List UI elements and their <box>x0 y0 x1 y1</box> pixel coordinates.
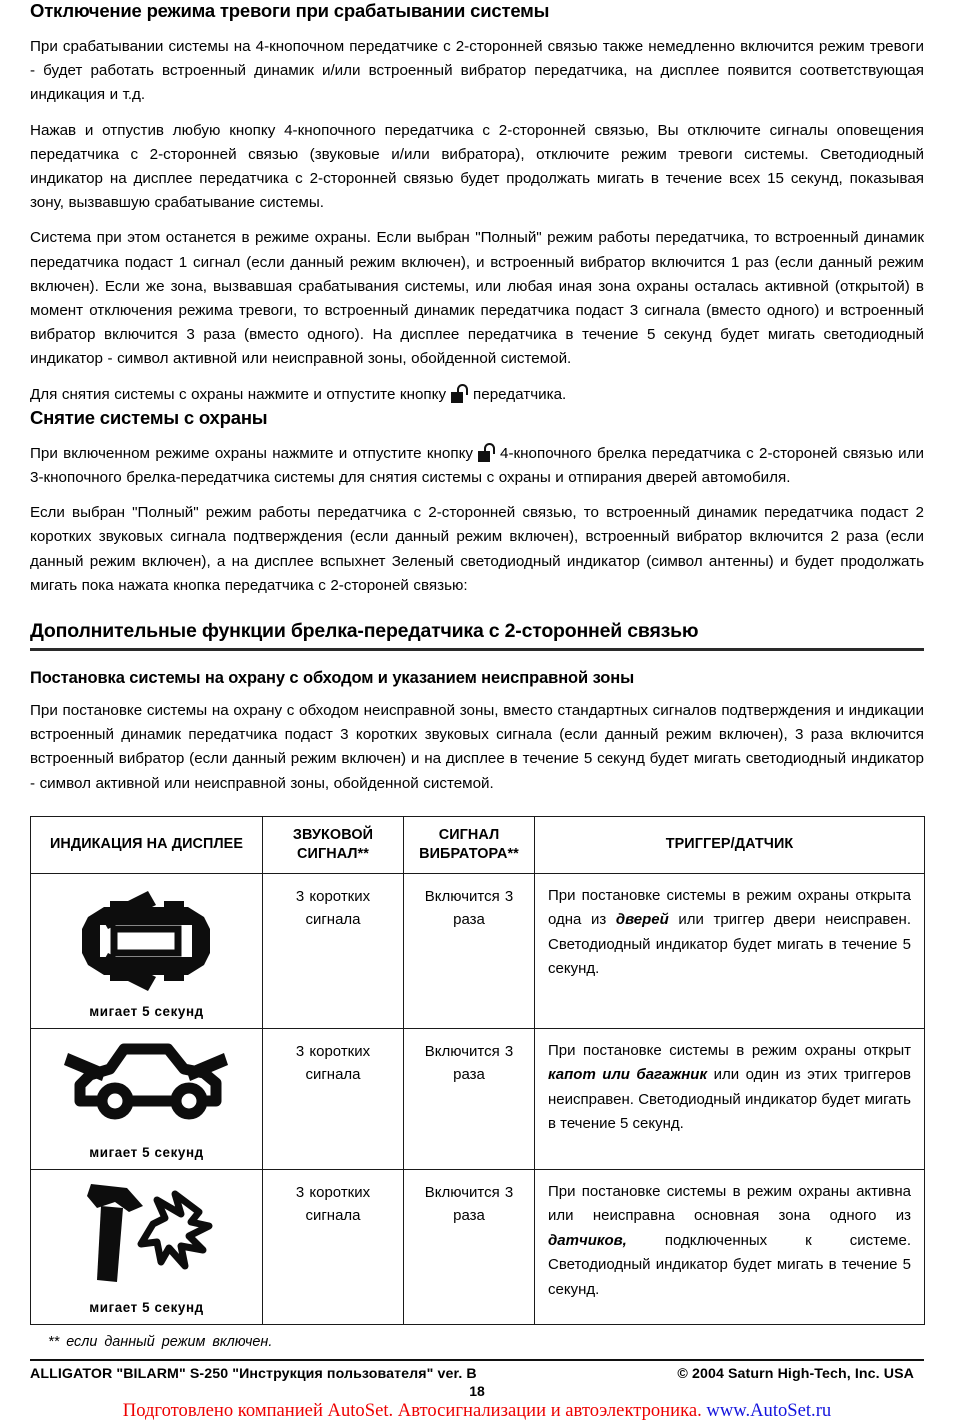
autoset-credit-text: Подготовлено компанией AutoSet. Автосигнализации и автоэлектроника. <box>122 1399 707 1421</box>
unlock-padlock-icon <box>478 443 495 462</box>
blink-label: мигает 5 секунд <box>89 1144 204 1160</box>
desc-post: или триггер двери неисправен. Светодиодный индикатор будет мигать в течение 5 секунд. <box>548 911 912 978</box>
disarm-hint-text-after: передатчика. <box>473 385 567 403</box>
paragraph-alarm-off-3: Система при этом останется в режиме охраны. Если выбран "Полный" режим работы передатчика, то встроенный динамик передатчика подаст 1 сигнал (если данный режим включен), и встроенный вибратор включится 1 раз (если данный режим включен). Если же зона, вызвавшая срабатывания системы, или любая иная зона охраны осталась активной (открытой) в момент отключения режима тревоги, то встроенный динамик передатчика подаст 3 сигнала (вместо одного) и встроенный вибратор включится 3 раза (вместо одного). На дисплее передатчика в течение 5 секунд будет мигать светодиодный индикатор - символ активной или неисправной зоны, обойденной системой. <box>30 229 924 368</box>
table-header-vibration: СИГНАЛ ВИБРАТОРА** <box>404 816 535 873</box>
paragraph-alarm-off-2: Нажав и отпустив любую кнопку 4-кнопочного передатчика с 2-сторонней связью, Вы отключите сигналы оповещения передатчика с 2-сторонней связью (звуковые и/или вибратора), отключите режим тревоги системы. Светодиодный индикатор на дисплее передатчика с 2-сторонней связью будет продолжать мигать в течение всех 15 секунд, показывая зону, вызвавшую срабатывание системы. <box>30 121 924 212</box>
sound-cell: 3 коротких сигнала <box>263 1169 404 1324</box>
description-cell <box>535 873 925 1028</box>
paragraph-alarm-off-1: При срабатывании системы на 4-кнопочном передатчике с 2-сторонней связью также немедленно включится режим тревоги - будет работать встроенный динамик и/или встроенный вибратор передатчика, на дисплее появится соответствующая индикация и т.д. <box>30 38 924 104</box>
footer <box>30 1361 924 1382</box>
autoset-url-link[interactable]: www.AutoSet.ru <box>706 1399 832 1421</box>
autoset-credit-line <box>30 1399 924 1422</box>
disarm-hint-text-before: Для снятия системы с охраны нажмите и отпустите кнопку <box>30 385 447 403</box>
banner-heading-extra-functions: Дополнительные функции брелка-передатчика с 2-сторонней связью <box>30 620 924 651</box>
desc-post: подключенных к системе. Светодиодный индикатор будет мигать в течение 5 секунд. <box>548 1231 911 1298</box>
icon-cell-shock-sensor <box>31 1169 263 1324</box>
icon-holder <box>35 1037 258 1141</box>
sound-cell: 3 коротких сигнала <box>263 1028 404 1169</box>
desc-pre: При постановке системы в режим охраны открыта одна из <box>548 886 911 929</box>
table-header-trigger: ТРИГГЕР/ДАТЧИК <box>535 816 925 873</box>
footer-left-text: ALLIGATOR "BILARM" S-250 "Инструкция пользователя" ver. B <box>30 1365 477 1382</box>
desc-pre: При постановке системы в режим охраны открыт <box>548 1041 911 1059</box>
table-header-row <box>31 816 925 873</box>
icon-holder <box>35 882 258 1000</box>
unlock-padlock-icon <box>451 384 468 403</box>
disarm-text-after: 4-кнопочного брелка передатчика с 2-стороней связью или 3-кнопочного брелка-передатчика системы для снятия системы с охраны и отпирания дверей автомобиля. <box>30 444 924 487</box>
sub-heading-bypass: Постановка системы на охрану с обходом и указанием неисправной зоны <box>30 669 635 688</box>
desc-pre: При постановке системы в режим охраны активна или неисправна основная зона одного из <box>548 1182 911 1225</box>
icon-cell-hood-trunk <box>31 1028 263 1169</box>
description-cell <box>535 1169 925 1324</box>
vibration-cell: Включится 3 раза <box>404 1028 535 1169</box>
vibration-cell: Включится 3 раза <box>404 873 535 1028</box>
hammer-shock-sensor-icon <box>57 1178 237 1296</box>
banner-heading-wrap <box>30 598 924 651</box>
section-heading-alarm-off: Отключение режима тревоги при срабатывании системы <box>30 0 550 21</box>
description-cell <box>535 1028 925 1169</box>
blink-label: мигает 5 секунд <box>89 1003 204 1019</box>
table-row <box>31 1169 925 1324</box>
desc-post: или один из этих триггеров неисправен. Светодиодный индикатор будет мигать в течение 5 секунд. <box>548 1066 911 1133</box>
indication-table <box>30 816 925 1325</box>
table-row <box>31 873 925 1028</box>
paragraph-alarm-off-disarm-hint <box>30 372 924 407</box>
paragraph-disarm-1 <box>30 429 924 490</box>
icon-cell-doors <box>31 873 263 1028</box>
table-row <box>31 1028 925 1169</box>
section-heading-disarm: Снятие системы с охраны <box>30 406 268 428</box>
table-header-sound: ЗВУКОВОЙ СИГНАЛ** <box>263 816 404 873</box>
page-number: 18 <box>469 1382 485 1399</box>
table-footnote: ** если данный режим включен. <box>48 1333 273 1350</box>
desc-bold: капот или багажник <box>548 1066 708 1084</box>
footer-copyright: © 2004 Saturn High-Tech, Inc. USA <box>677 1365 914 1382</box>
vibration-cell: Включится 3 раза <box>404 1169 535 1324</box>
table-header-display: ИНДИКАЦИЯ НА ДИСПЛЕЕ <box>31 816 263 873</box>
desc-bold: дверей <box>615 911 669 929</box>
disarm-text-before: При включенном режиме охраны нажмите и отпустите кнопку <box>30 444 474 462</box>
blink-label: мигает 5 секунд <box>89 1299 204 1315</box>
car-top-doors-open-icon <box>52 885 242 997</box>
paragraph-disarm-2: Если выбран "Полный" режим работы передатчика с 2-сторонней связью, то встроенный динамик передатчика подаст 2 коротких звуковых сигнала подтверждения (если данный режим включен), встроенный вибратор включится 2 раза (если данный режим включен), а на дисплее вспыхнет Зеленый светодиодный индикатор (символ антенны) и будет продолжать мигать пока нажата кнопка передатчика с 2-стороней связью: <box>30 504 924 594</box>
icon-holder <box>35 1178 258 1296</box>
sound-cell: 3 коротких сигнала <box>263 873 404 1028</box>
desc-bold: датчиков, <box>548 1231 627 1249</box>
car-side-hood-trunk-open-icon <box>52 1039 242 1139</box>
paragraph-bypass: При постановке системы на охрану с обходом неисправной зоны, вместо стандартных сигналов подтверждения и индикации встроенный динамик передатчика подаст 3 коротких звуковых сигнала (если данный режим включен), 3 раза включится встроенный вибратор (если данный режим включен) и на дисплее в течение 5 секунд будет мигать светодиодный индикатор - символ активной или неисправной зоны, обойденной системой. <box>30 702 924 792</box>
